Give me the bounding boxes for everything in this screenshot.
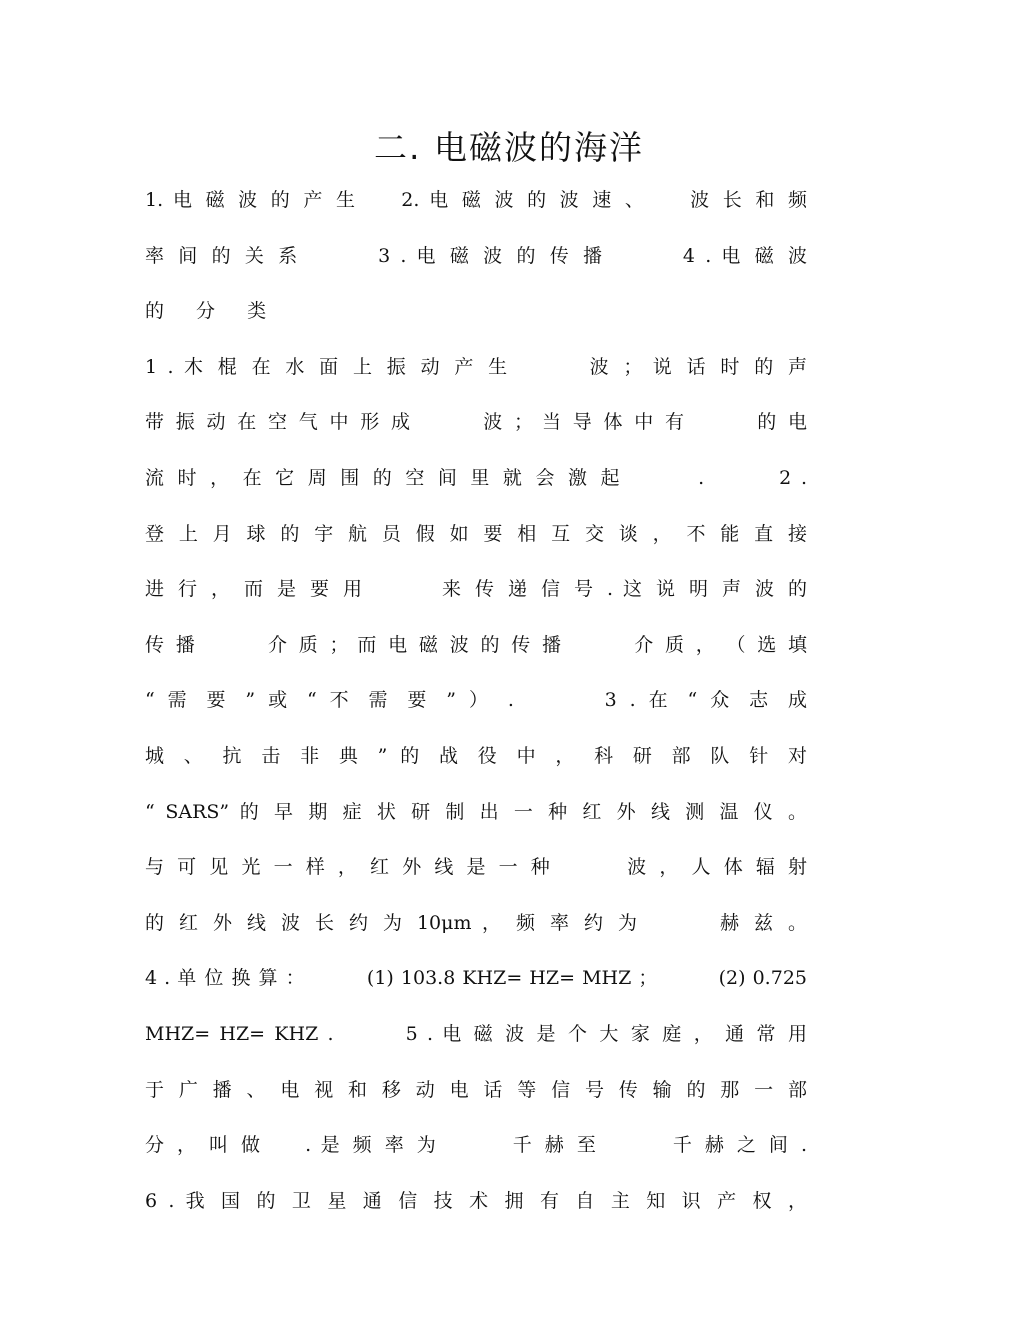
text-line: MHZ= HZ= KHZ . 5 . 电 磁 波 是 个 大 家 庭 ， 通 常 用 (145, 1022, 807, 1045)
page-title: 二. 电磁波的海洋 (374, 128, 644, 167)
text-line: 1 . 木 棍 在 水 面 上 振 动 产 生 波 ； 说 话 时 的 声 (145, 355, 807, 378)
text-line: 的 分 类 (145, 300, 280, 323)
document-body (145, 173, 883, 1229)
text-line: 登 上 月 球 的 宇 航 员 假 如 要 相 互 交 谈 ， 不 能 直 接 (145, 522, 807, 545)
text-line: “ 需 要 ” 或 “ 不 需 要 ” ） . 3 . 在 “ 众 志 成 (145, 689, 807, 712)
text-line: 于 广 播 、 电 视 和 移 动 电 话 等 信 号 传 输 的 那 一 部 (145, 1078, 807, 1101)
text-line: 率 间 的 关 系 3 . 电 磁 波 的 传 播 4 . 电 磁 波 (145, 244, 807, 267)
text-line: 传 播 介 质 ； 而 电 磁 波 的 传 播 介 质 ， （ 选 填 (145, 633, 807, 656)
text-line: 分 ， 叫 做 . 是 频 率 为 千 赫 至 千 赫 之 间 . (145, 1134, 807, 1157)
text-line: 进 行 ， 而 是 要 用 来 传 递 信 号 . 这 说 明 声 波 的 (145, 578, 807, 601)
text-line: 与 可 见 光 一 样 ， 红 外 线 是 一 种 波 ， 人 体 辐 射 (145, 856, 807, 879)
text-line: 4 . 单 位 换 算 ： (1) 103.8 KHZ= HZ= MHZ ； (2) 0.725 (145, 967, 807, 990)
text-line: 的 红 外 线 波 长 约 为 10μm ， 频 率 约 为 赫 兹 。 (145, 911, 807, 934)
text-line: 1. 电 磁 波 的 产 生 2. 电 磁 波 的 波 速 、 波 长 和 频 (145, 189, 807, 211)
text-line: 带 振 动 在 空 气 中 形 成 波 ； 当 导 体 中 有 的 电 (145, 411, 807, 434)
text-line: “ SARS” 的 早 期 症 状 研 制 出 一 种 红 外 线 测 温 仪 。 (145, 800, 807, 823)
text-line: 6 . 我 国 的 卫 星 通 信 技 术 拥 有 自 主 知 识 产 权 ， (145, 1189, 807, 1212)
text-line: 流 时 ， 在 它 周 围 的 空 间 里 就 会 激 起 . 2 . (145, 466, 807, 489)
text-line: 城 、 抗 击 非 典 ” 的 战 役 中 ， 科 研 部 队 针 对 (145, 744, 883, 767)
